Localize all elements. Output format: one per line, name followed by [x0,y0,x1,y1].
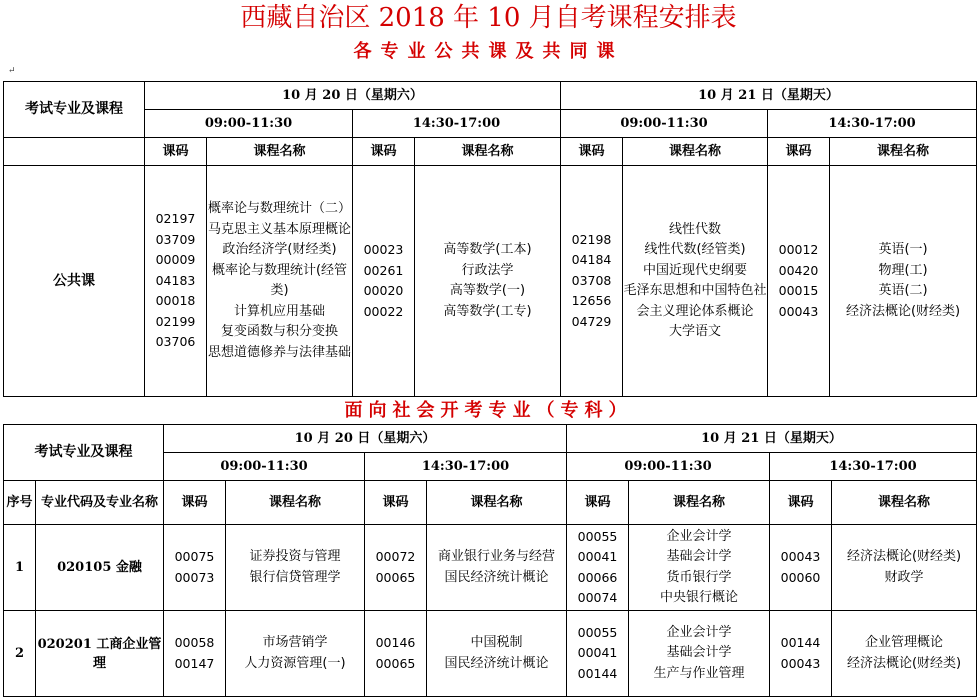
course-name: 中国近现代史纲要 [643,262,748,278]
course-name: 货币银行学 [666,569,732,585]
course-name: 经济法概论(财经类) [846,655,962,671]
course-name: 高等数学(一) [449,283,526,298]
code-list [567,525,629,611]
course-name: 银行信贷管理学 [249,569,341,585]
code-list [365,525,427,611]
code-list [353,166,415,397]
table-row [4,525,977,611]
course-name: 英语(一) [878,242,928,257]
header-day2: 10 月 21 日（星期天） [561,82,977,110]
header-code: 课码 [353,138,415,166]
course-code: 00065 [375,655,416,671]
course-code: 00146 [375,635,416,650]
course-name: 市场营销学 [262,635,328,650]
course-name: 国民经济统计概论 [444,569,549,585]
section-title-public: 各专业公共课及共同课 [353,41,624,62]
course-name: 马克思主义基本原理概论 [207,221,351,237]
course-code: 04184 [571,252,612,268]
code-list [770,525,832,611]
course-code: 04729 [571,313,612,329]
course-code: 00420 [778,262,819,278]
header-day2-am: 09:00-11:30 [567,453,770,481]
header-code: 课码 [145,138,207,166]
header-day2-pm: 14:30-17:00 [770,453,977,481]
course-code: 00009 [155,252,196,268]
course-code: 00072 [375,549,416,564]
course-name-list [207,166,353,397]
header-code: 课码 [768,138,830,166]
course-code: 00023 [363,242,404,257]
course-name: 毛泽东思想和中国特色社会主义理论体系概论 [623,283,767,319]
public-course-label: 公共课 [4,166,145,397]
course-name-list [226,611,365,697]
header-name: 课程名称 [832,481,977,525]
code-list [365,611,427,697]
course-code: 03706 [155,334,196,350]
header-code: 课码 [770,481,832,525]
course-name: 企业会计学 [666,528,732,544]
course-code: 00058 [174,635,215,650]
course-code: 03708 [571,272,612,288]
header-exam-course: 考试专业及课程 [4,82,145,138]
major-seq: 2 [4,611,36,697]
course-name: 复变函数与积分变换 [220,324,338,339]
header-day1-am: 09:00-11:30 [164,453,365,481]
course-name: 中央银行概论 [660,590,739,605]
major-name: 020105 金融 [36,525,164,611]
code-list [561,166,623,397]
header-code: 课码 [567,481,629,525]
course-name: 线性代数 [669,221,722,237]
header-day1-pm: 14:30-17:00 [365,453,567,481]
course-code: 00041 [577,549,618,564]
course-code: 00018 [155,293,196,309]
header-name: 课程名称 [207,138,353,166]
course-code: 00066 [577,569,618,585]
header-day1-pm: 14:30-17:00 [353,110,561,138]
header-name: 课程名称 [623,138,768,166]
course-name: 高等数学(工本) [443,242,532,257]
course-name: 英语(二) [878,283,928,298]
header-code: 课码 [365,481,427,525]
course-code: 00043 [780,549,821,564]
major-seq: 1 [4,525,36,611]
header-day1: 10 月 20 日（星期六） [145,82,561,110]
course-name: 线性代数(经管类) [644,242,746,257]
course-name-list [427,525,567,611]
course-name: 计算机应用基础 [233,303,325,319]
header-day1: 10 月 20 日（星期六） [164,425,567,453]
course-code: 00015 [778,283,819,298]
course-code: 00065 [375,569,416,585]
code-list [768,166,830,397]
header-day2: 10 月 21 日（星期天） [567,425,977,453]
header-major: 专业代码及专业名称 [36,481,164,525]
public-course-table [3,81,977,397]
header-name: 课程名称 [629,481,770,525]
course-name-list [629,611,770,697]
course-code: 03709 [155,231,196,247]
header-day2-am: 09:00-11:30 [561,110,768,138]
header-code: 课码 [561,138,623,166]
header-code: 课码 [164,481,226,525]
course-name-list [832,611,977,697]
course-name: 行政法学 [461,262,514,278]
header-name: 课程名称 [830,138,977,166]
page-title: 西藏自治区 2018 年 10 月自考课程安排表 [240,3,737,33]
course-code: 00074 [577,590,618,605]
code-list [567,611,629,697]
course-name: 企业管理概论 [865,635,944,650]
course-code: 04183 [155,272,196,288]
course-name: 概率论与数理统计(经管类) [211,262,348,298]
code-list [145,166,207,397]
course-code: 00144 [780,635,821,650]
course-name: 基础会计学 [666,645,732,661]
course-code: 02198 [571,231,612,247]
course-code: 00060 [780,569,821,585]
course-name: 企业会计学 [666,624,732,640]
major-name: 020201 工商企业管理 [36,611,164,697]
header-seq: 序号 [4,481,36,525]
paragraph-mark: ↵ [8,66,16,76]
course-name: 财政学 [884,569,924,585]
course-name: 高等数学(工专) [443,303,532,319]
header-day1-am: 09:00-11:30 [145,110,353,138]
course-code: 00147 [174,655,215,671]
course-name: 国民经济统计概论 [444,655,549,671]
course-code: 00055 [577,528,618,544]
course-code: 00043 [778,303,819,319]
header-exam-course: 考试专业及课程 [4,425,164,481]
table-row [4,611,977,697]
course-code: 00020 [363,283,404,298]
course-name: 中国税制 [470,635,523,650]
course-code: 00022 [363,303,404,319]
course-code: 00055 [577,624,618,640]
code-list [164,525,226,611]
major-course-table [3,424,977,697]
course-name-list [623,166,768,397]
header-name: 课程名称 [427,481,567,525]
course-name: 人力资源管理(一) [244,655,346,671]
course-name: 物理(工) [878,262,928,278]
course-name-list [830,166,977,397]
course-name: 经济法概论(财经类) [846,549,962,564]
course-code: 12656 [571,293,612,309]
course-code: 02197 [155,211,196,227]
course-code: 00041 [577,645,618,661]
course-code: 00144 [577,665,618,681]
course-name-list [832,525,977,611]
header-name: 课程名称 [226,481,365,525]
code-list [770,611,832,697]
course-code: 00043 [780,655,821,671]
course-name-list [226,525,365,611]
header-blank [4,138,145,166]
course-code: 00073 [174,569,215,585]
course-name-list [629,525,770,611]
header-name: 课程名称 [415,138,561,166]
course-name: 证券投资与管理 [249,549,341,564]
course-code: 02199 [155,313,196,329]
section-title-majors: 面向社会开考专业（专科） [344,400,633,421]
course-name: 基础会计学 [666,549,732,564]
course-name: 生产与作业管理 [653,665,745,681]
course-name: 思想道德修养与法律基础 [207,344,351,360]
course-name-list [427,611,567,697]
course-code: 00012 [778,242,819,257]
code-list [164,611,226,697]
course-code: 00075 [174,549,215,564]
course-name: 商业银行业务与经营 [438,549,556,564]
course-name: 经济法概论(财经类) [845,303,961,319]
course-code: 00261 [363,262,404,278]
header-day2-pm: 14:30-17:00 [768,110,977,138]
course-name: 概率论与数理统计（二） [207,201,351,216]
course-name: 政治经济学(财经类) [222,242,337,257]
course-name: 大学语文 [669,324,722,339]
course-name-list [415,166,561,397]
